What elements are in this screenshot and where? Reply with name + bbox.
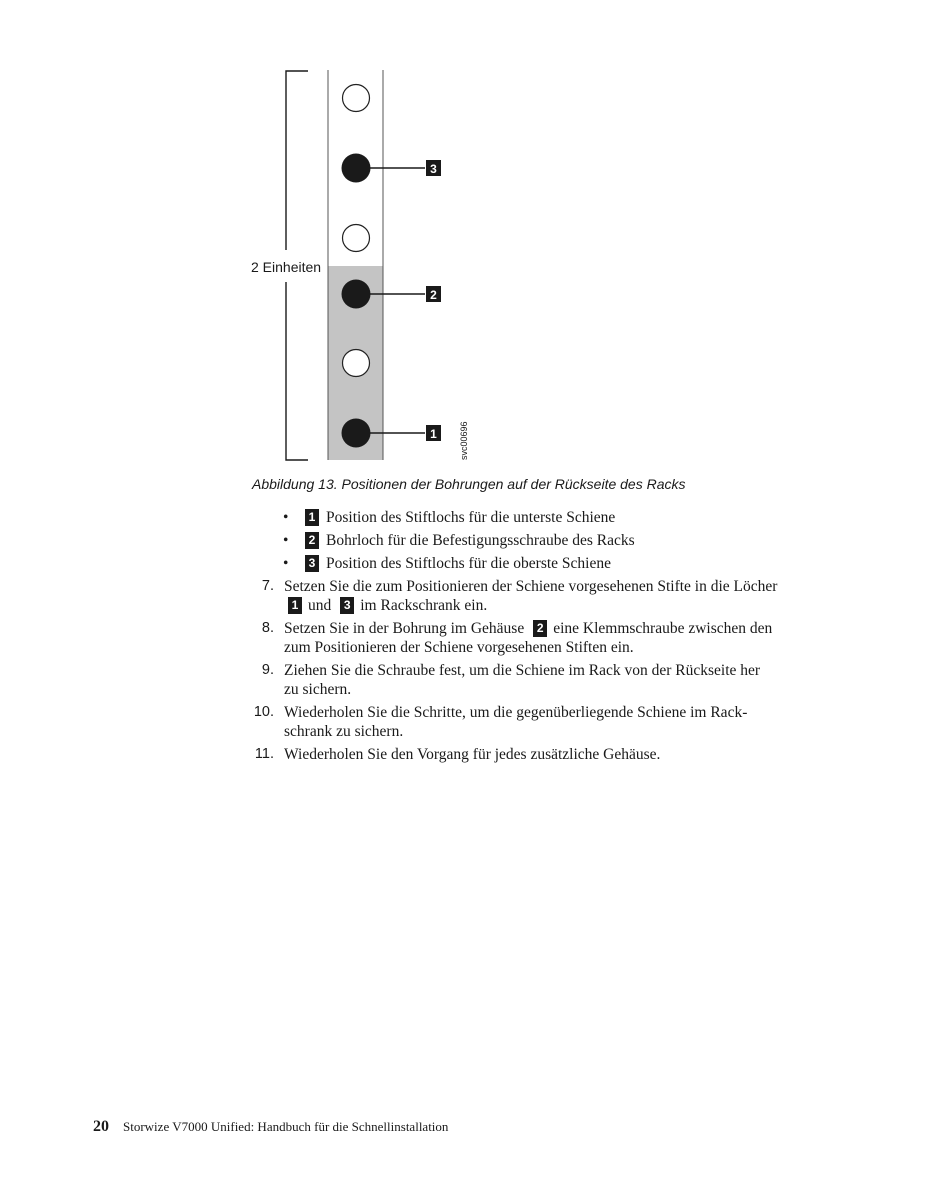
step-text-line [284,619,850,638]
step-number: 7. [261,578,274,594]
list-item [250,531,850,554]
hole-open [343,225,370,252]
step-9 [250,661,850,699]
legend-text: Bohrloch für die Befestigungsschraube des Racks [326,532,635,549]
callout-badge: 2 [533,620,547,637]
bullet-icon: • [283,509,289,526]
bullet-icon: • [283,555,289,572]
callout-label-3: 3 [430,162,437,176]
callout-badge: 1 [288,597,302,614]
callout-label-2: 2 [430,288,437,302]
step-number: 9. [261,662,274,678]
callout-badge: 2 [305,532,319,549]
image-code: svc00696 [459,421,469,460]
step-text-line [284,596,850,615]
callout-badge: 3 [305,555,319,572]
hole-open [343,350,370,377]
step-7 [250,577,850,615]
list-item [250,554,850,577]
bullet-icon: • [283,532,289,549]
hole-filled-1 [342,419,371,448]
step-text-line: zum Positionieren der Schiene vorgesehenen Stiften ein. [284,639,634,656]
step-10 [250,703,850,741]
step-text: eine Klemmschraube zwischen den [553,620,773,637]
hole-filled-3 [342,154,371,183]
step-text-line: Wiederholen Sie den Vorgang für jedes zusätzliche Gehäuse. [284,746,661,763]
body-text [250,508,850,768]
callout-label-1: 1 [430,427,437,441]
step-text: im Rackschrank ein. [360,597,488,614]
callout-badge: 1 [305,509,319,526]
step-text-line: zu sichern. [284,681,352,698]
span-label: 2 Einheiten [251,259,322,275]
hole-open [343,85,370,112]
rack-rail-diagram [240,60,500,470]
step-text-line: Wiederholen Sie die Schritte, um die gegenüberliegende Schiene im Rack- [284,704,748,721]
footer-title: Storwize V7000 Unified: Handbuch für die Schnellinstallation [123,1119,449,1134]
callout-legend [250,508,850,577]
rack-holes-figure [240,60,500,470]
bracket-lower [286,282,308,460]
step-text: und [308,597,332,614]
step-number: 8. [261,620,274,636]
bracket-upper [286,71,308,250]
callout-badge: 3 [340,597,354,614]
page-footer [93,1118,448,1136]
legend-text: Position des Stiftlochs für die unterste Schiene [326,509,616,526]
figure-caption: Abbildung 13. Positionen der Bohrungen auf der Rückseite des Racks [252,476,686,492]
step-text-line: schrank zu sichern. [284,723,404,740]
step-number: 11. [254,746,274,762]
step-11 [250,745,850,764]
step-text-line: Setzen Sie die zum Positionieren der Schiene vorgesehenen Stifte in die Löcher [284,578,778,595]
page-number: 20 [93,1118,109,1135]
step-list [250,577,850,764]
step-number: 10. [253,704,274,720]
list-item [250,508,850,531]
hole-filled-2 [342,280,371,309]
legend-text: Position des Stiftlochs für die oberste Schiene [326,555,611,572]
step-text-line: Ziehen Sie die Schraube fest, um die Schiene im Rack von der Rückseite her [284,662,761,679]
step-text: Setzen Sie in der Bohrung im Gehäuse [284,620,525,637]
step-8 [250,619,850,657]
